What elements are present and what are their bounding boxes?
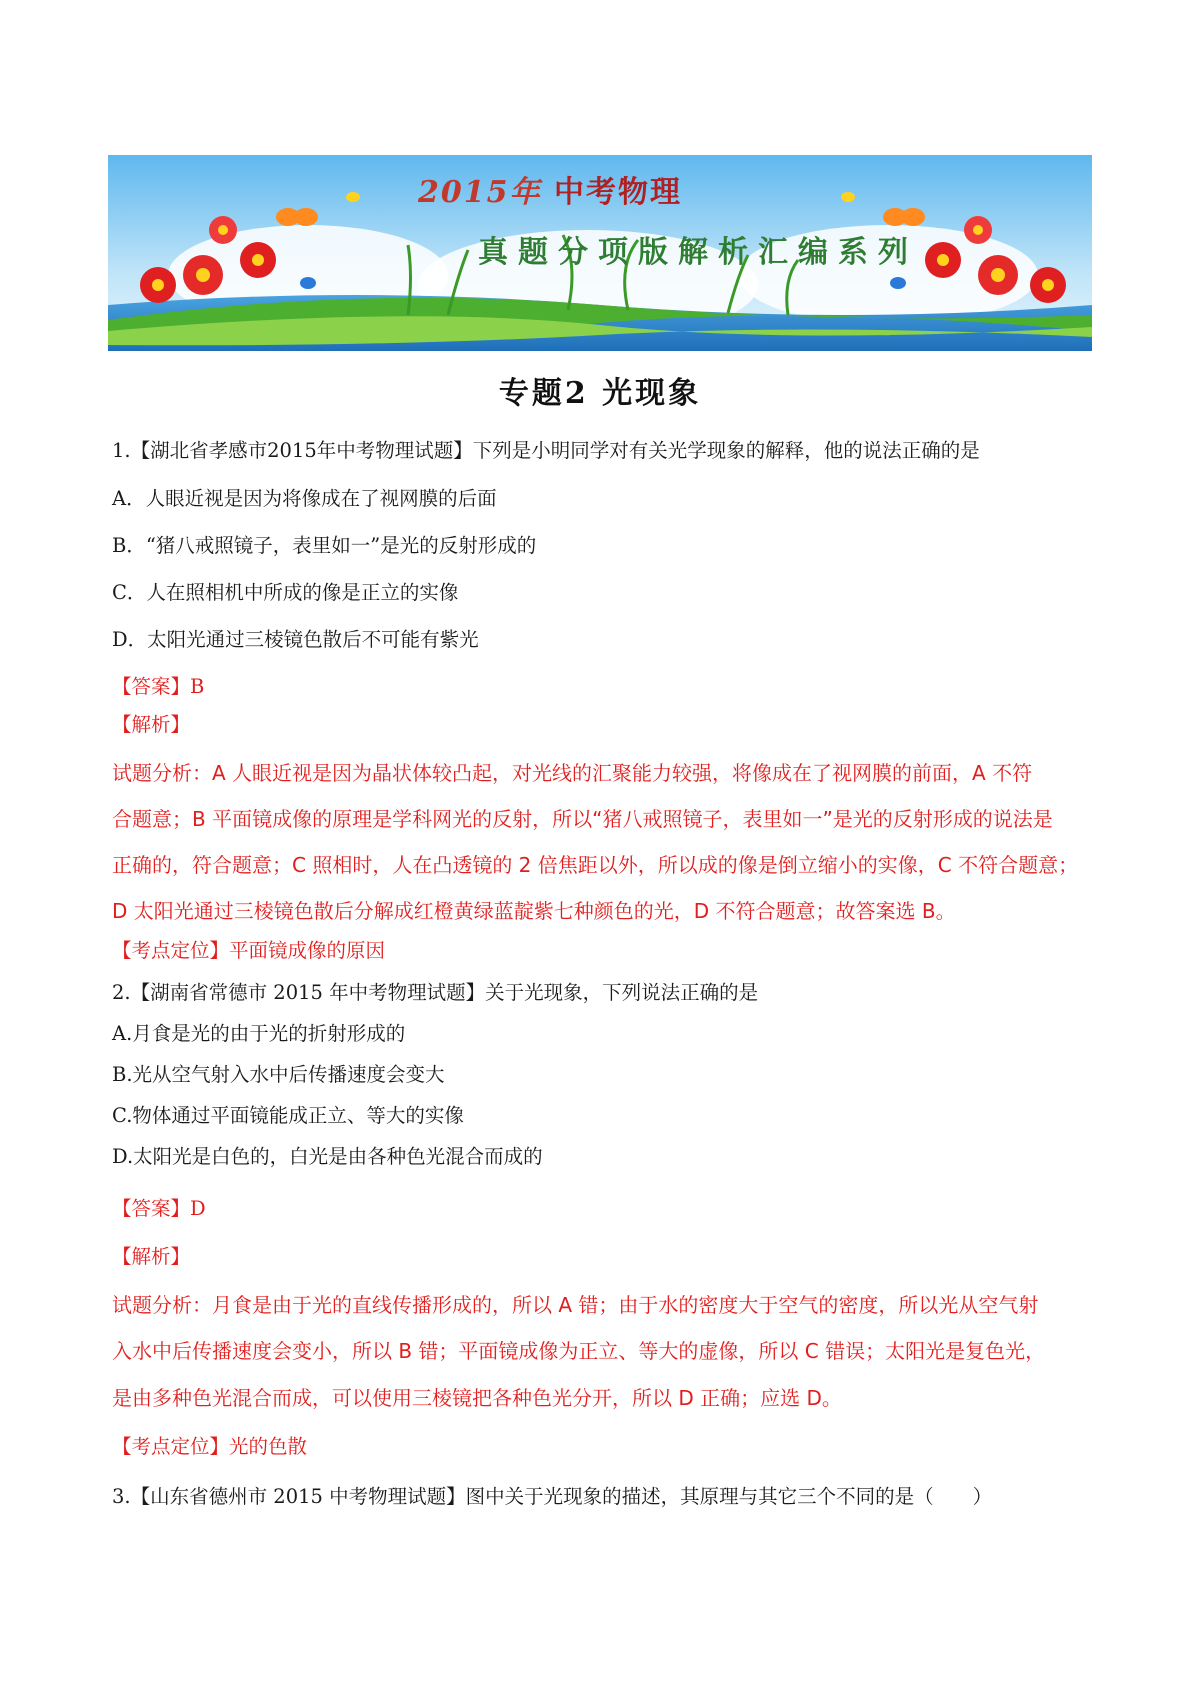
q1-answer xyxy=(112,674,204,700)
q2-answer-label: 【答案】 xyxy=(112,1197,191,1220)
banner-title xyxy=(418,167,682,211)
q1-analysis-line-2: 合题意；B 平面镜成像的原理是学科网光的反射，所以“猪八戒照镜子，表里如一”是光的反射形成的说法是 xyxy=(112,807,1053,831)
q2-kp-label: 【考点定位】 xyxy=(112,1435,230,1458)
q1-analysis-line-1: 试题分析：A 人眼近视是因为晶状体较凸起，对光线的汇聚能力较强，将像成在了视网膜的前面，A 不符 xyxy=(112,761,1033,785)
header-banner xyxy=(108,155,1092,351)
q1-option-a: A．人眼近视是因为将像成在了视网膜的后面 xyxy=(112,487,497,510)
q1-analysis-label: 【解析】 xyxy=(112,713,191,736)
q2-option-c: C.物体通过平面镜能成正立、等大的实像 xyxy=(112,1104,464,1127)
q1-option-b: B．“猪八戒照镜子，表里如一”是光的反射形成的 xyxy=(112,534,537,557)
topic-title: 专题2 光现象 xyxy=(498,376,702,411)
q2-option-d: D.太阳光是白色的，白光是由各种色光混合而成的 xyxy=(112,1145,543,1168)
q1-kp-value: 平面镜成像的原因 xyxy=(229,939,386,962)
q1-key-point xyxy=(112,938,385,964)
banner-title-text: 中考物理 xyxy=(553,175,682,210)
q2-analysis-label: 【解析】 xyxy=(112,1245,191,1268)
q2-option-a: A.月食是光的由于光的折射形成的 xyxy=(112,1022,406,1045)
q1-option-d: D．太阳光通过三棱镜色散后不可能有紫光 xyxy=(112,628,479,651)
q2-answer xyxy=(112,1196,206,1222)
banner-subtitle: 真题分项版解析汇编系列 xyxy=(478,235,918,270)
q2-key-point xyxy=(112,1434,307,1460)
q2-option-b: B.光从空气射入水中后传播速度会变大 xyxy=(112,1063,445,1086)
q2-kp-value: 光的色散 xyxy=(229,1435,308,1458)
q2-stem: 2.【湖南省常德市 2015 年中考物理试题】关于光现象，下列说法正确的是 xyxy=(112,981,759,1004)
q1-answer-value: B xyxy=(190,675,205,698)
q1-answer-label: 【答案】 xyxy=(112,675,191,698)
q2-analysis-line-1: 试题分析：月食是由于光的直线传播形成的，所以 A 错；由于水的密度大于空气的密度，所以光从空气射 xyxy=(112,1293,1039,1317)
q2-analysis-line-2: 入水中后传播速度会变小，所以 B 错；平面镜成像为正立、等大的虚像，所以 C 错误；太阳光是复色光， xyxy=(112,1339,1046,1363)
banner-year: 2015年 xyxy=(418,175,542,210)
q1-kp-label: 【考点定位】 xyxy=(112,939,230,962)
q3-stem: 3.【山东省德州市 2015 中考物理试题】图中关于光现象的描述，其原理与其它三个不同的是（ ） xyxy=(112,1485,993,1508)
q1-analysis-line-3: 正确的，符合题意；C 照相时，人在凸透镜的 2 倍焦距以外，所以成的像是倒立缩小的实像，C 不符合题意； xyxy=(112,853,1079,877)
q1-stem: 1.【湖北省孝感市2015年中考物理试题】下列是小明同学对有关光学现象的解释，他的说法正确的是 xyxy=(112,439,980,462)
q2-analysis-line-3: 是由多种色光混合而成，可以使用三棱镜把各种色光分开，所以 D 正确；应选 D。 xyxy=(112,1386,842,1410)
q2-answer-value: D xyxy=(190,1197,206,1220)
q1-analysis-line-4: D 太阳光通过三棱镜色散后分解成红橙黄绿蓝靛紫七种颜色的光，D 不符合题意；故答案选 B。 xyxy=(112,899,956,923)
q1-option-c: C．人在照相机中所成的像是正立的实像 xyxy=(112,581,459,604)
